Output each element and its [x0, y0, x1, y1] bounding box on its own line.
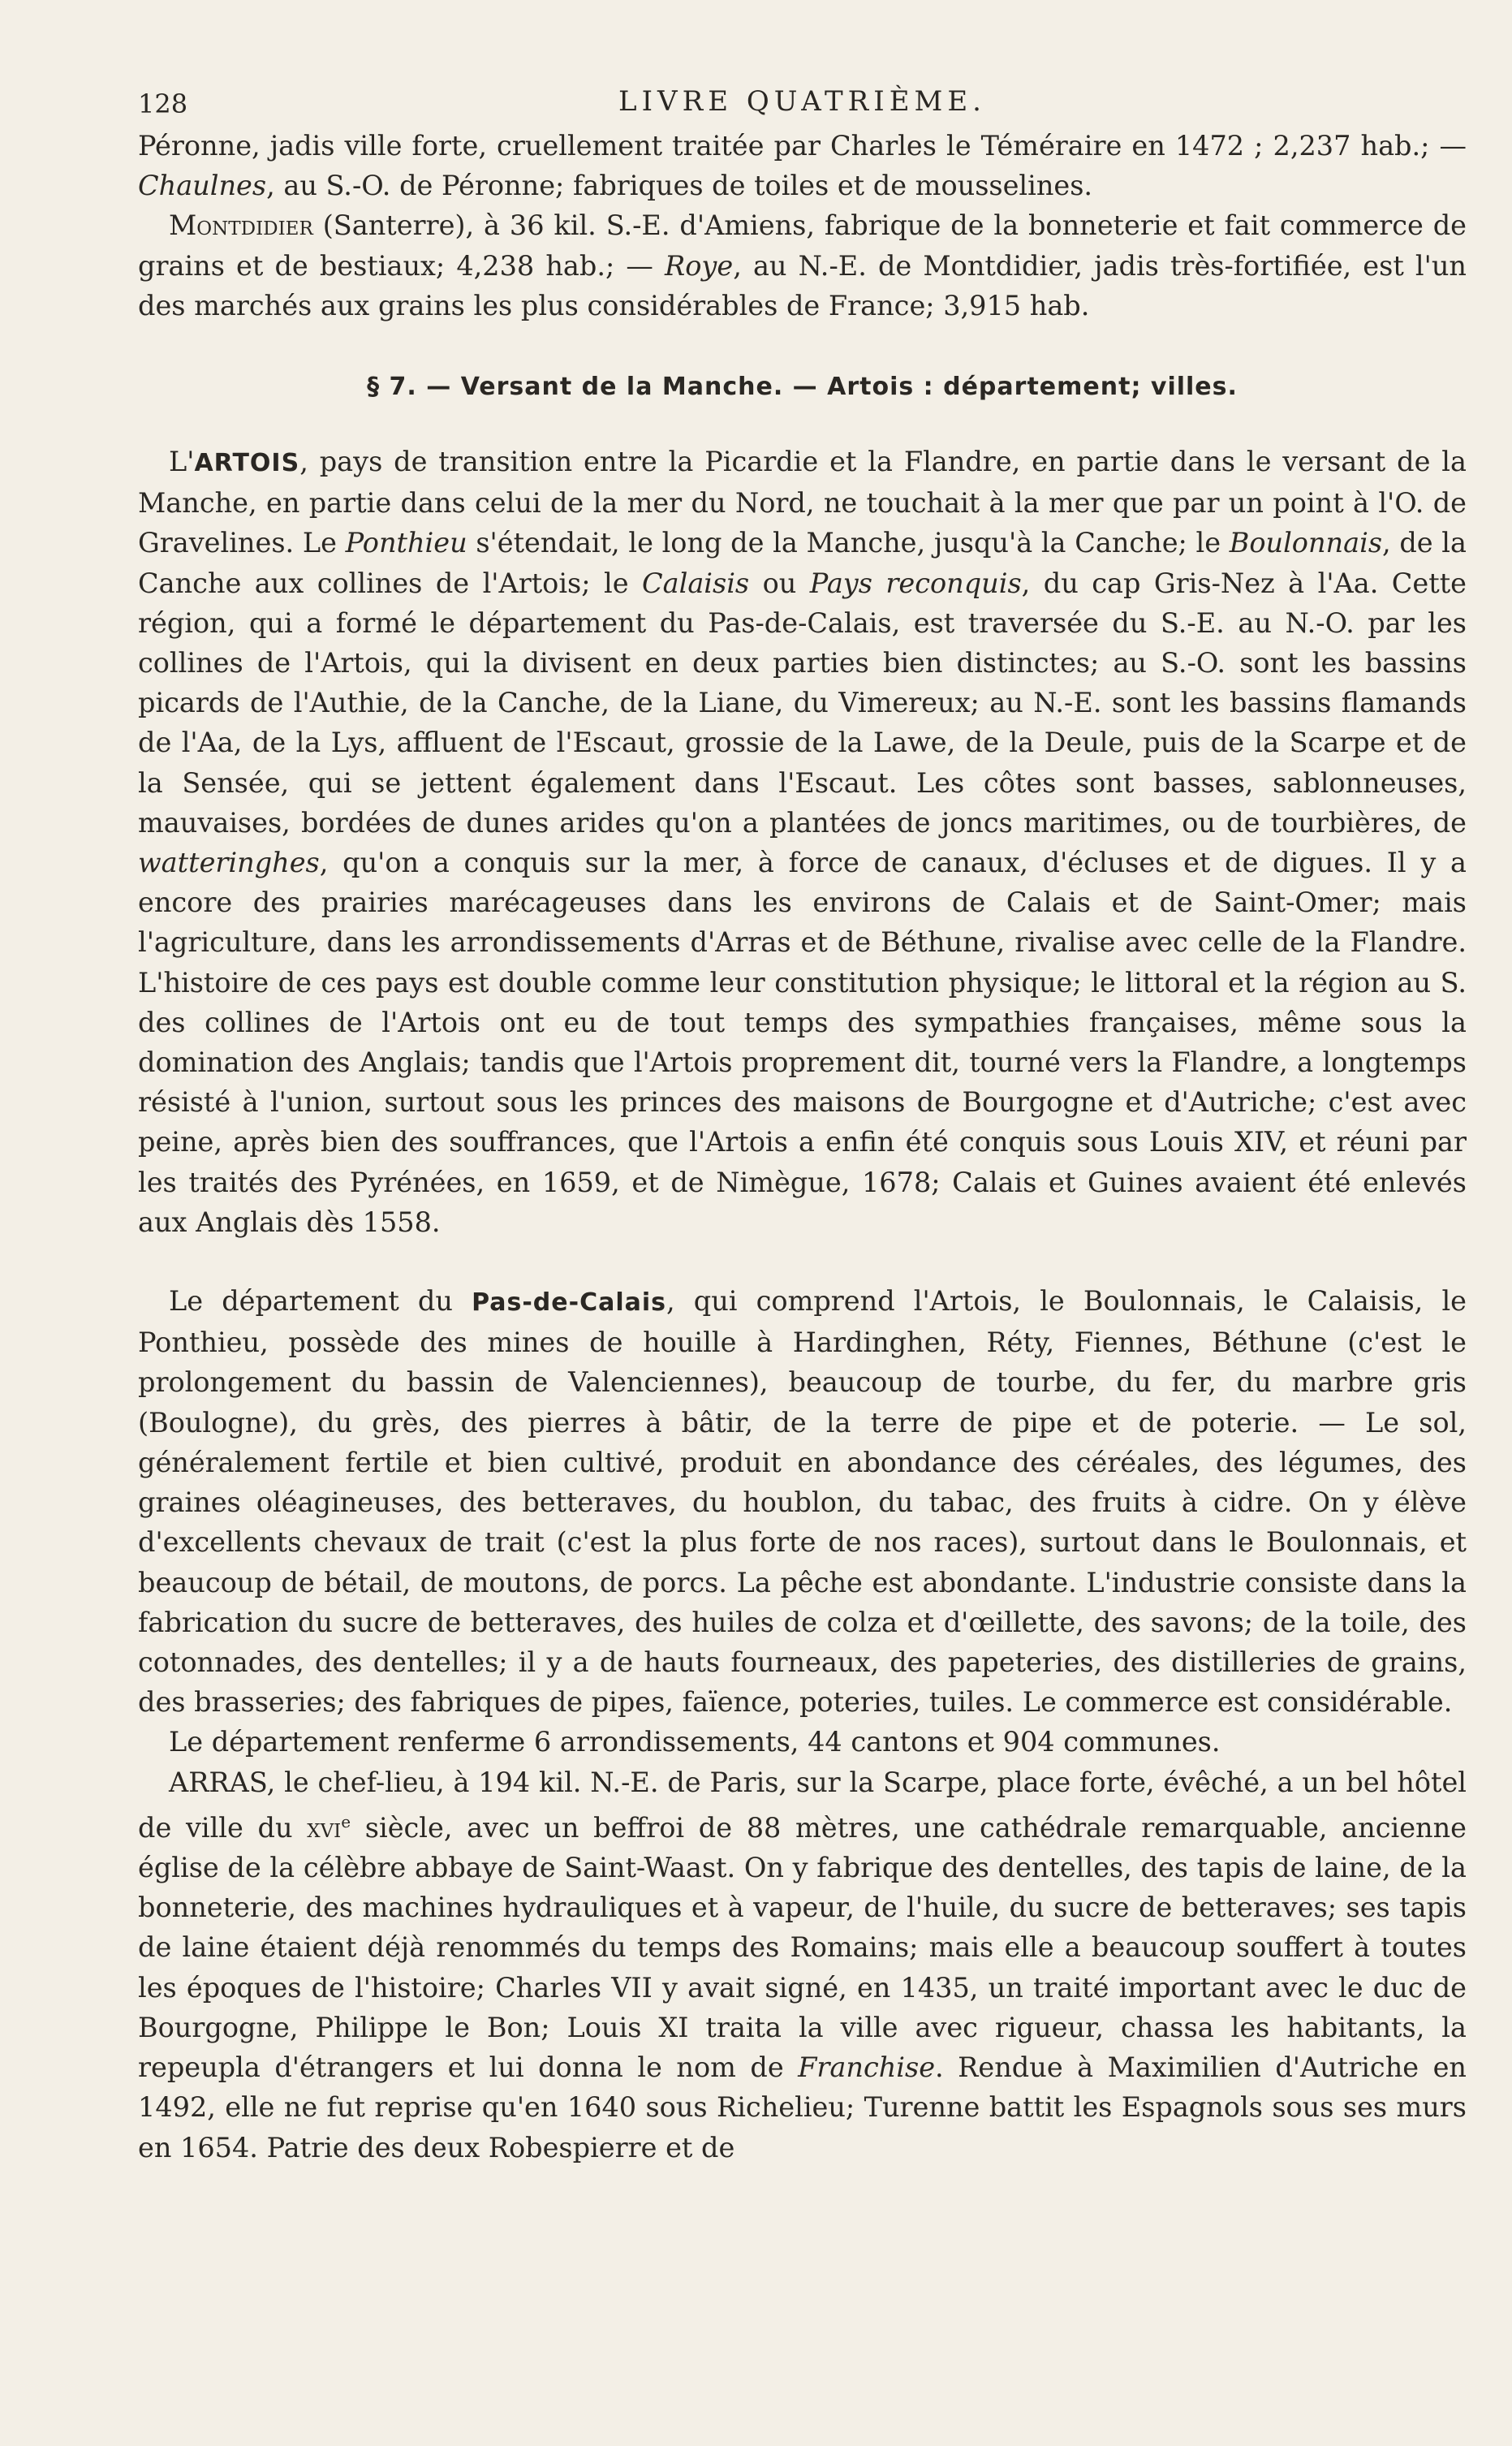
paragraph-arras: [138, 1762, 1467, 2168]
text-run: s'étendait, le long de la Manche, jusqu'à la Canche; le: [467, 527, 1230, 559]
region-name-boulonnais: Boulonnais: [1229, 527, 1383, 559]
place-name-montdidier: Montdidier: [169, 209, 313, 242]
paragraph-artois: [138, 442, 1467, 1242]
page-header: [138, 77, 1467, 126]
text-run: ARRAS, le chef-lieu, à 194 kil. N.-E. de Paris, sur la Scarpe, place forte, évêché, a un bel hôtel de ville du: [138, 1766, 1467, 1844]
page-number: 128: [138, 88, 188, 119]
text-run: , au S.-O. de Péronne; fabriques de toiles et de mousselines.: [266, 170, 1093, 202]
text-run: , du cap Gris-Nez à l'Aa. Cette région, qui a formé le département du Pas-de-Calais, est traversée du S.-E. au N.-O. par les collines de l'Artois, qui la divisent en deux parties bien distinctes; au S.-O. sont les bassins picards de l'Authie, de la Canche, de la Liane, du Vimereux; au N.-E. sont les bassins flamands de l'Aa, de la Lys, affluent de l'Escaut, grossie de la Lawe, de la Deule, puis de la Scarpe et de la Sensée, qui se jettent également dans l'Escaut. Les côtes sont basses, sablonneuses, mauvaises, bordées de dunes arides qu'on a plantées de joncs maritimes, ou de tourbières, de: [138, 567, 1467, 839]
text-run: Péronne, jadis ville forte, cruellement traitée par Charles le Téméraire en 1472 ; 2,237 hab.; —: [138, 130, 1467, 162]
running-head: LIVRE QUATRIÈME.: [618, 85, 986, 118]
body-text: [138, 126, 1467, 2168]
region-name-calaisis: Calaisis: [642, 567, 750, 599]
text-run: , pays de transition entre la Picardie et la Flandre, en partie dans le versant de la Manche, en partie dans celui de la mer du Nord, ne touchait à la mer que par un point à l'O. de Gravelines. Le: [138, 446, 1467, 559]
text-run: , au N.-E. de Montdidier, jadis très-fortifiée, est l'un des marchés aux grains les plus considérables de France; 3,915 hab.: [138, 249, 1467, 321]
paragraph-montdidier: [138, 205, 1467, 326]
superscript: e: [341, 1811, 351, 1831]
paragraph-arrondissements: Le département renferme 6 arrondissements, 44 cantons et 904 communes.: [169, 1726, 1221, 1758]
place-name-roye: Roye: [665, 249, 734, 282]
region-name-pays-reconquis: Pays reconquis: [809, 567, 1022, 599]
text-run: L': [169, 446, 195, 478]
text-run: , de la Canche aux collines de l'Artois; le: [138, 527, 1467, 599]
paragraph-peronne: [138, 126, 1467, 205]
text-run: ou: [749, 567, 810, 599]
place-name-chaulnes: Chaulnes: [138, 170, 267, 202]
region-name-ponthieu: Ponthieu: [345, 527, 467, 559]
text-run: Le département du: [169, 1285, 472, 1318]
term-franchise: Franchise: [798, 2051, 936, 2084]
text-run: , qui comprend l'Artois, le Boulonnais, le Calaisis, le Ponthieu, possède des mines de houille à Hardinghen, Réty, Fiennes, Béthune (c'est le prolongement du bassin de Valenciennes), beaucoup de tourbe, du fer, du marbre gris (Boulogne), du grès, des pierres à bâtir, de la terre de pipe et de poterie. — Le sol, généralement fertile et bien cultivé, produit en abondance des céréales, des légumes, des graines oléagineuses, des betteraves, du houblon, du tabac, des fruits à cidre. On y élève d'excellents chevaux de trait (c'est la plus forte de nos races), surtout dans le Boulonnais, et beaucoup de bétail, de moutons, de porcs. La pêche est abondante. L'industrie consiste dans la fabrication du sucre de betteraves, des huiles de colza et d'œillette, des savons; de la toile, des cotonnades, des dentelles; il y a de hauts fourneaux, des papeteries, des distilleries de grains, des brasseries; des fabriques de pipes, faïence, poteries, tuiles. Le commerce est considérable.: [138, 1285, 1467, 1719]
paragraph-pas-de-calais: [138, 1281, 1467, 1722]
century-numeral: xvi: [307, 1811, 342, 1844]
text-run: siècle, avec un beffroi de 88 mètres, une cathédrale remarquable, ancienne église de la célèbre abbaye de Saint-Waast. On y fabrique des dentelles, des tapis de laine, de la bonneterie, des machines hydrauliques et à vapeur, de l'huile, du sucre de betteraves; ses tapis de laine étaient déjà renommés du temps des Romains; mais elle a beaucoup souffert à toutes les époques de l'histoire; Charles VII y avait signé, en 1435, un traité important avec le duc de Bourgogne, Philippe le Bon; Louis XI traita la ville avec rigueur, chassa les habitants, la repeupla d'étrangers et lui donna le nom de: [138, 1811, 1467, 2084]
paragraph-gap: [138, 1242, 1467, 1281]
region-name-artois: ARTOIS: [194, 449, 300, 478]
text-run: (Santerre), à 36 kil. S.-E. d'Amiens, fabrique de la bonneterie et fait commerce de grains et de bestiaux; 4,238 hab.; —: [138, 209, 1467, 282]
section-heading: § 7. — Versant de la Manche. — Artois : département; villes.: [367, 373, 1238, 402]
text-run: . Rendue à Maximilien d'Autriche en 1492, elle ne fut reprise qu'en 1640 sous Richelieu; Turenne battit les Espagnols sous ses murs en 1654. Patrie des deux Robespierre et de: [138, 2051, 1467, 2163]
term-watteringhes: watteringhes: [138, 847, 320, 879]
department-name-pas-de-calais: Pas-de-Calais: [472, 1288, 667, 1318]
text-run: , qu'on a conquis sur la mer, à force de canaux, d'écluses et de digues. Il y a encore des prairies marécageuses dans les environs de Calais et de Saint-Omer; mais l'agriculture, dans les arrondissements d'Arras et de Béthune, rivalise avec celle de la Flandre. L'histoire de ces pays est double comme leur constitution physique; le littoral et la région au S. des collines de l'Artois ont eu de tout temps des sympathies françaises, même sous la domination des Anglais; tandis que l'Artois proprement dit, tourné vers la Flandre, a longtemps résisté à l'union, surtout sous les princes des maisons de Bourgogne et d'Autriche; c'est avec peine, après bien des souffrances, que l'Artois a enfin été conquis sous Louis XIV, et réuni par les traités des Pyrénées, en 1659, et de Nimègue, 1678; Calais et Guines avaient été enlevés aux Anglais dès 1558.: [138, 847, 1467, 1238]
